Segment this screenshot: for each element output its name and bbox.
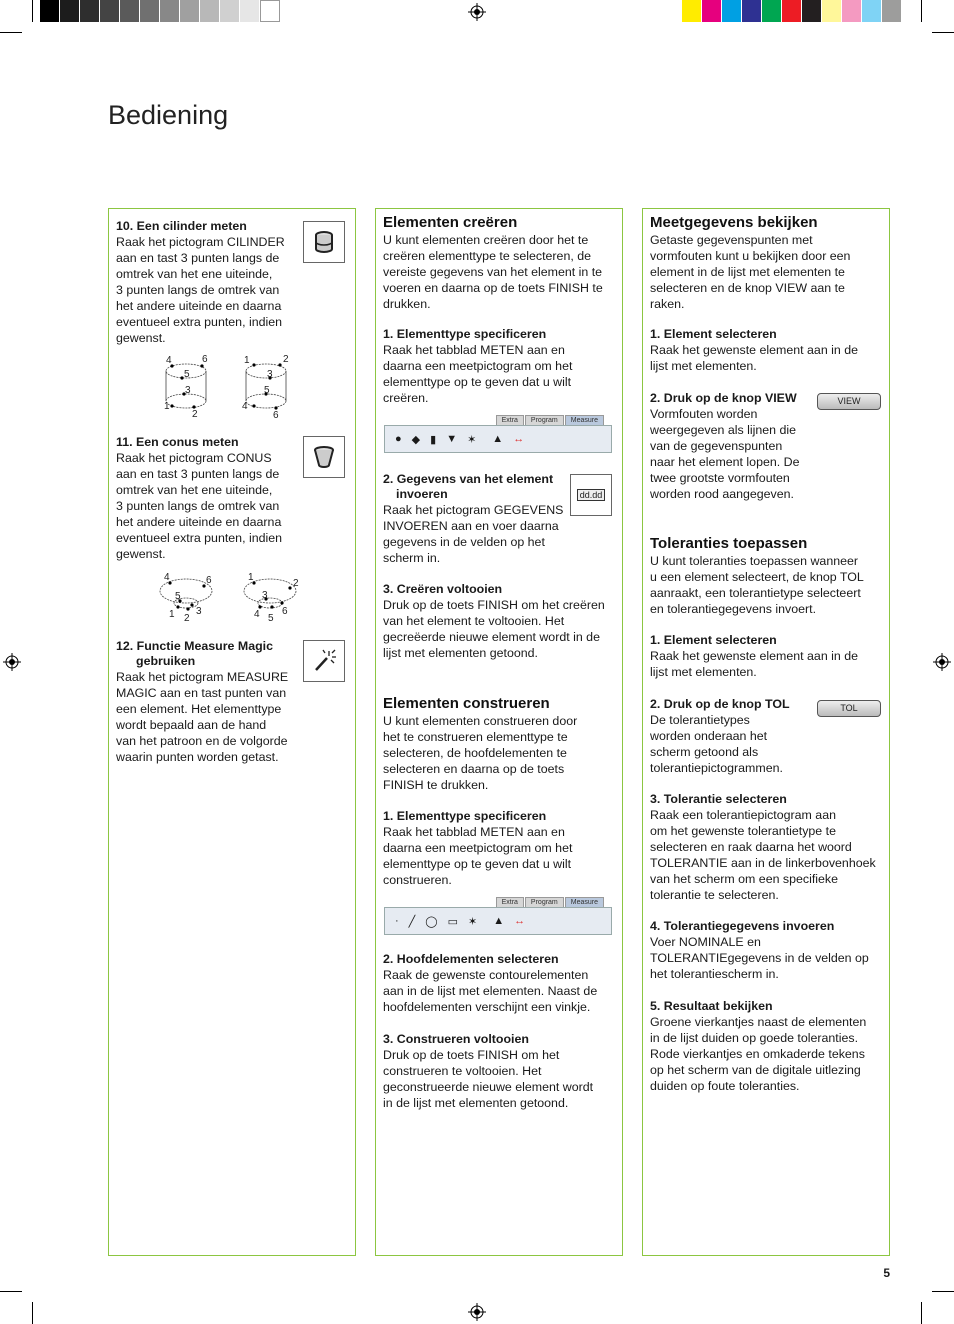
diagram-label: 6 — [273, 410, 279, 421]
text-line: het andere uiteinde en daarna — [116, 299, 282, 313]
text-line: u een element selecteert, de knop TOL — [650, 570, 864, 584]
color-swatch — [802, 0, 822, 22]
text-line: van het patroon en de volgorde — [116, 734, 288, 748]
color-swatch — [882, 0, 902, 22]
tab-program[interactable]: Program — [525, 897, 564, 907]
diagram-label: 2 — [192, 409, 198, 420]
step-body — [650, 712, 820, 776]
diagram-label: 1 — [248, 572, 254, 583]
diagram-label: 3 — [262, 590, 268, 601]
color-swatch — [722, 0, 742, 22]
text-line: een element. Het elementtype — [116, 702, 282, 716]
text-line: voeren en daarna op de toets FINISH te — [383, 281, 603, 295]
color-swatch — [160, 0, 180, 22]
section-body — [383, 232, 619, 312]
text-line: tolerantie te selecteren. — [650, 888, 779, 902]
crop-mark — [932, 32, 954, 33]
text-line: selecteren, de hoofdelementen te — [383, 746, 567, 760]
text-line: waarin punten worden getast. — [116, 750, 279, 764]
text-line: lijst met elementen. — [650, 359, 757, 373]
diagram-label: 2 — [283, 354, 289, 365]
text-line: elementtype op te geven dat u wilt — [383, 375, 572, 389]
color-swatch — [40, 0, 60, 22]
text-line: hoofdelementen verschijnt een vinkje. — [383, 1000, 591, 1014]
step-heading: 2. Gegevens van het element — [383, 472, 554, 486]
text-line: U kunt elementen construeren door — [383, 714, 578, 728]
text-line: U kunt elementen creëren door het te — [383, 233, 589, 247]
text-line: De tolerantietypes — [650, 713, 750, 727]
cone-icon[interactable]: ▼ — [446, 433, 458, 445]
text-line: lijst met elementen getoond. — [383, 646, 538, 660]
text-line: Raak het tabblad METEN aan en — [383, 343, 565, 357]
text-line: eventueel extra punten, indien — [116, 531, 283, 545]
text-line: gecreëerde nieuwe element wordt in de — [383, 630, 600, 644]
tab-program[interactable]: Program — [525, 415, 564, 425]
text-line: gewenst. — [116, 331, 166, 345]
color-swatch — [260, 0, 280, 22]
crop-mark — [32, 0, 33, 22]
text-line: scherm getoond als — [650, 745, 759, 759]
angle-icon[interactable]: ▲ — [492, 433, 504, 445]
column-1 — [108, 208, 356, 1256]
text-line: aanraakt, een tolerantietype selecteert — [650, 586, 861, 600]
text-line: drukken. — [383, 297, 431, 311]
step-heading: 3. Construeren voltooien — [383, 1032, 529, 1046]
text-line: aan in de lijst met elementen. Naast de — [383, 984, 598, 998]
crop-mark — [0, 32, 22, 33]
column-3 — [642, 208, 890, 1256]
tab-extra[interactable]: Extra — [496, 415, 524, 425]
text-line: het te construeren elementtype te — [383, 730, 568, 744]
measure-toolbar — [384, 415, 612, 455]
text-line: duiden op foute toleranties. — [650, 1079, 800, 1093]
point-icon[interactable]: · — [395, 915, 399, 927]
diagram-label: 5 — [175, 591, 181, 602]
step-heading: 2. Druk op de knop TOL — [650, 697, 790, 711]
text-line: selecteren en de knop VIEW aan te — [650, 281, 845, 295]
registration-mark-icon — [3, 653, 21, 671]
magic-wand-icon — [303, 640, 345, 682]
step-body — [383, 502, 573, 566]
section-heading: 10. Een cilinder meten — [116, 219, 247, 233]
text-line: omtrek van het ene uiteinde, — [116, 483, 273, 497]
page-title: Bediening — [108, 100, 229, 130]
diagram-label: 2 — [293, 578, 299, 589]
plane-icon[interactable]: ◆ — [411, 433, 421, 446]
color-swatch — [240, 0, 260, 22]
text-line: Druk op de toets FINISH om het — [383, 1048, 560, 1062]
text-line: Raak een tolerantiepictogram aan — [650, 808, 836, 822]
diagram-label: 6 — [206, 575, 212, 586]
diagram-label: 5 — [268, 613, 274, 624]
crop-mark — [0, 1291, 22, 1292]
text-line: vereiste gegevens van het element in te — [383, 265, 603, 279]
section-title: Elementen construeren — [383, 695, 550, 712]
cylinder-icon[interactable]: ▮ — [430, 433, 437, 446]
section-body — [116, 234, 296, 346]
text-line: lijst met elementen. — [650, 665, 757, 679]
text-line: U kunt toleranties toepassen wanneer — [650, 554, 859, 568]
text-line: Raak het pictogram MEASURE — [116, 670, 289, 684]
text-line: MAGIC aan en tast punten van — [116, 686, 287, 700]
text-line: Getaste gegevenspunten met — [650, 233, 813, 247]
diagram-label: 3 — [267, 369, 273, 380]
text-line: FINISH te drukken. — [383, 778, 489, 792]
color-swatch — [180, 0, 200, 22]
step-heading: 3. Tolerantie selecteren — [650, 792, 787, 806]
diagram-label: 1 — [164, 401, 170, 412]
step-body — [650, 648, 886, 680]
diagram-label: 5 — [184, 369, 190, 380]
text-line: worden onderaan het — [650, 729, 768, 743]
color-swatch — [140, 0, 160, 22]
cylinder-points-diagram — [154, 351, 304, 423]
construct-toolbar — [384, 897, 612, 937]
diagram-label: 1 — [169, 609, 175, 620]
tol-button[interactable]: TOL — [817, 700, 881, 717]
section-title: Meetgegevens bekijken — [650, 214, 818, 231]
text-line: naar het element lopen. De — [650, 455, 800, 469]
cone-icon — [303, 436, 345, 478]
text-line: construeren. — [383, 873, 452, 887]
text-line: weergegeven als lijnen die — [650, 423, 797, 437]
step-body — [383, 342, 619, 406]
crop-mark — [921, 0, 922, 22]
cylinder-icon — [303, 221, 345, 263]
registration-mark-icon — [468, 3, 486, 21]
text-line: van het scherm om een specifieke — [650, 872, 839, 886]
grayscale-bar — [40, 0, 280, 22]
color-swatch — [60, 0, 80, 22]
distance-icon[interactable]: ↔ — [513, 433, 525, 445]
text-line: Raak het pictogram CILINDER — [116, 235, 285, 249]
sphere-icon[interactable]: ● — [395, 433, 402, 445]
text-line: het tolerantiescherm in. — [650, 967, 779, 981]
crop-mark — [32, 1302, 33, 1324]
text-line: 3 punten langs de omtrek van — [116, 499, 280, 513]
section-body — [650, 232, 886, 312]
text-line: Raak de gewenste contourelementen — [383, 968, 589, 982]
text-line: op het scherm van de digitale uitlezing — [650, 1063, 861, 1077]
registration-mark-icon — [933, 653, 951, 671]
diagram-label: 4 — [242, 401, 248, 412]
step-body — [383, 967, 619, 1015]
diagram-label: 6 — [282, 606, 288, 617]
text-line: Raak het gewenste element aan in de — [650, 343, 859, 357]
tab-extra[interactable]: Extra — [496, 897, 524, 907]
text-line: vormfouten kunt u bekijken door een — [650, 249, 851, 263]
diagram-label: 4 — [164, 572, 170, 583]
color-swatch — [842, 0, 862, 22]
step-body — [383, 824, 619, 888]
page-number: 5 — [883, 1266, 890, 1280]
crop-mark — [921, 1302, 922, 1324]
diagram-label: 4 — [166, 355, 172, 366]
color-swatch — [762, 0, 782, 22]
section-body — [116, 669, 301, 765]
text-line: elementtype op te geven dat u wilt — [383, 857, 572, 871]
text-line: in de lijst duiden op goede toleranties. — [650, 1031, 859, 1045]
color-swatch — [200, 0, 220, 22]
text-line: in de lijst met elementen getoond. — [383, 1096, 569, 1110]
magic-wand-icon[interactable]: ✶ — [468, 915, 478, 928]
step-heading: 1. Element selecteren — [650, 633, 777, 647]
line-icon[interactable]: ╱ — [408, 915, 416, 928]
section-body — [116, 450, 296, 562]
diagram-label: 3 — [196, 606, 202, 617]
color-swatch — [702, 0, 722, 22]
text-line: TOLERANTIEgegevens in de velden op — [650, 951, 869, 965]
text-line: selecteren en raak daarna het woord — [650, 840, 852, 854]
step-body — [650, 934, 886, 982]
step-body — [650, 342, 886, 374]
text-line: daarna een meetpictogram om het — [383, 359, 573, 373]
text-line: worden rood aangegeven. — [650, 487, 794, 501]
view-button[interactable]: VIEW — [817, 393, 881, 410]
registration-mark-icon — [468, 1303, 486, 1321]
text-line: tolerantiepictogrammen. — [650, 761, 783, 775]
angle-icon[interactable]: ▲ — [493, 915, 505, 927]
text-line: Raak het pictogram CONUS — [116, 451, 272, 465]
section-body — [650, 553, 886, 617]
text-line: raken. — [650, 297, 685, 311]
text-line: element in de lijst met elementen te — [650, 265, 845, 279]
text-line: omtrek van het ene uiteinde, — [116, 267, 273, 281]
text-line: van het element te voltooien. Het — [383, 614, 565, 628]
distance-icon[interactable]: ↔ — [514, 915, 526, 927]
text-line: Raak het tabblad METEN aan en — [383, 825, 565, 839]
crop-mark — [932, 1291, 954, 1292]
step-heading: 3. Creëren voltooien — [383, 582, 503, 596]
text-line: daarna een meetpictogram om het — [383, 841, 573, 855]
step-heading: 1. Element selecteren — [650, 327, 777, 341]
text-line: gewenst. — [116, 547, 166, 561]
color-swatch — [220, 0, 240, 22]
text-line: van de gegevenspunten — [650, 439, 783, 453]
text-line: gegevens in de velden op het — [383, 535, 545, 549]
text-line: Raak het gewenste element aan in de — [650, 649, 859, 663]
section-heading: 11. Een conus meten — [116, 435, 239, 449]
step-heading: 2. Druk op de knop VIEW — [650, 391, 797, 405]
text-line: geconstrueerde nieuwe element wordt — [383, 1080, 594, 1094]
text-line: Voer NOMINALE en — [650, 935, 761, 949]
diagram-label: 2 — [184, 613, 190, 624]
data-entry-icon — [570, 474, 612, 516]
color-bar — [682, 0, 902, 22]
text-line: en tolerantiegegevens invoert. — [650, 602, 817, 616]
color-swatch — [822, 0, 842, 22]
cone-points-diagram — [154, 569, 304, 629]
text-line: creëren elementtype te selecteren, de — [383, 249, 592, 263]
step-body — [383, 1047, 619, 1111]
circle-icon[interactable]: ◯ — [425, 915, 438, 928]
slot-icon[interactable]: ▭ — [447, 915, 459, 928]
text-line: creëren. — [383, 391, 429, 405]
section-title: Elementen creëren — [383, 214, 518, 231]
text-line: INVOEREN aan en voer daarna — [383, 519, 559, 533]
tab-measure[interactable]: Measure — [565, 897, 604, 907]
text-line: aan en tast 3 punten langs de — [116, 251, 280, 265]
text-line: Groene vierkantjes naast de elementen — [650, 1015, 867, 1029]
text-line: Rode vierkantjes en omkaderde tekens — [650, 1047, 865, 1061]
section-title: Toleranties toepassen — [650, 535, 808, 552]
section-heading: 12. Functie Measure Magic — [116, 639, 274, 653]
step-body — [650, 406, 820, 502]
step-heading: 1. Elementtype specificeren — [383, 809, 547, 823]
color-swatch — [862, 0, 882, 22]
section-body — [383, 713, 619, 793]
step-body — [650, 1014, 886, 1094]
color-swatch — [100, 0, 120, 22]
step-body — [650, 807, 886, 903]
text-line: 3 punten langs de omtrek van — [116, 283, 280, 297]
color-swatch — [782, 0, 802, 22]
diagram-label: 5 — [264, 385, 270, 396]
magic-wand-icon[interactable]: ✶ — [467, 433, 477, 446]
text-line: het andere uiteinde en daarna — [116, 515, 282, 529]
text-line: Raak het pictogram GEGEVENS — [383, 503, 564, 517]
diagram-label: 3 — [185, 385, 191, 396]
step-body — [383, 597, 619, 661]
section-heading-cont: gebruiken — [136, 654, 196, 668]
step-heading: 5. Resultaat bekijken — [650, 999, 773, 1013]
text-line: Vormfouten worden — [650, 407, 758, 421]
data-entry-label: dd.dd — [577, 489, 606, 501]
text-line: Druk op de toets FINISH om het creëren — [383, 598, 605, 612]
step-heading: 4. Tolerantiegegevens invoeren — [650, 919, 835, 933]
text-line: eventueel extra punten, indien — [116, 315, 283, 329]
text-line: TOLERANTIE aan in de linkerbovenhoek — [650, 856, 876, 870]
diagram-label: 4 — [254, 609, 260, 620]
text-line: selecteren en daarna op de toets — [383, 762, 565, 776]
color-swatch — [682, 0, 702, 22]
text-line: aan en tast 3 punten langs de — [116, 467, 280, 481]
text-line: scherm in. — [383, 551, 441, 565]
color-swatch — [80, 0, 100, 22]
text-line: twee grootste vormfouten — [650, 471, 790, 485]
step-heading-cont: invoeren — [396, 487, 448, 501]
text-line: om het gewenste tolerantietype te — [650, 824, 836, 838]
column-2 — [375, 208, 623, 1256]
text-line: construeren te voltooien. Het — [383, 1064, 542, 1078]
diagram-label: 6 — [202, 354, 208, 365]
step-heading: 2. Hoofdelementen selecteren — [383, 952, 559, 966]
color-swatch — [120, 0, 140, 22]
diagram-label: 1 — [244, 355, 250, 366]
color-swatch — [742, 0, 762, 22]
text-line: wordt bepaald aan de hand — [116, 718, 267, 732]
tab-measure[interactable]: Measure — [565, 415, 604, 425]
step-heading: 1. Elementtype specificeren — [383, 327, 547, 341]
